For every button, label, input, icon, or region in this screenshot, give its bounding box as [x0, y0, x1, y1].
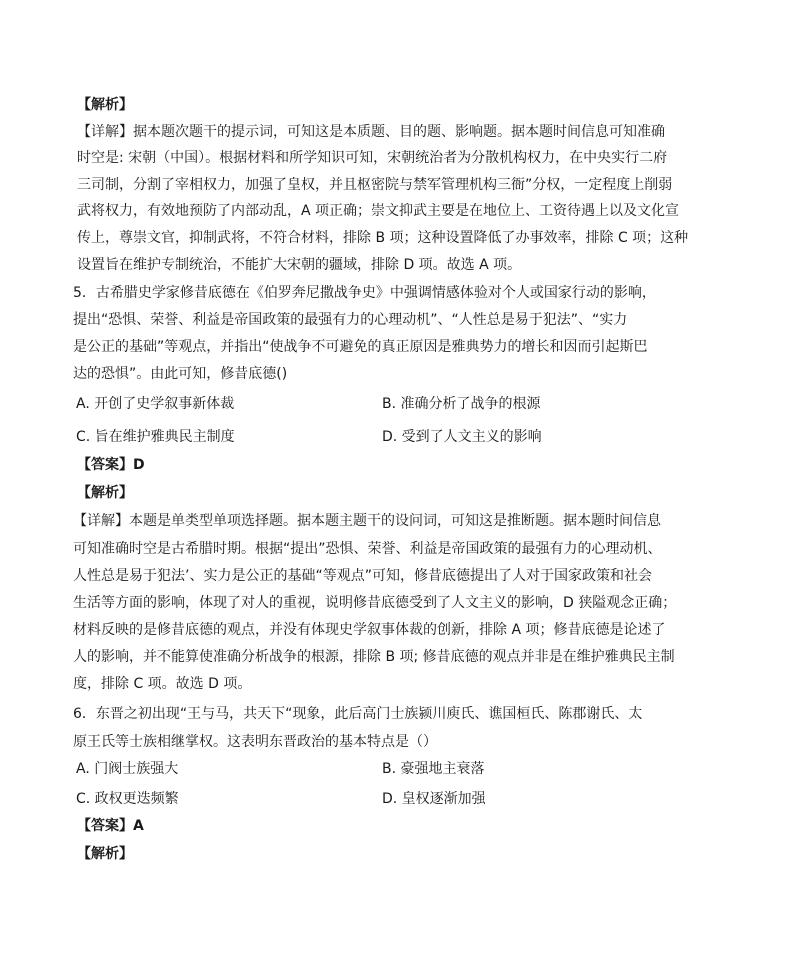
q6-stem-line: 6．东晋之初出现“王与马，共天下“现象，此后高门士族颍川庾氏、谯国桓氏、陈郡谢氏、太	[73, 706, 643, 722]
q5-detail-line: 度，排除 C 项。故选 D 项。	[73, 676, 252, 692]
q5-detail-line: 人性总是易于犯法’、实力是公正的基础“等观点”可知，修昔底德提出了人对于国家政策和社会	[73, 568, 652, 584]
q4-detail-line: 传上，尊崇文官，抑制武将，不符合材料，排除 B 项；这种设置降低了办事效率，排除 C 项；这种	[77, 230, 689, 246]
q6-analysis-label: 【解析】	[77, 846, 133, 862]
q5-stem-line: 达的恐惧”。由此可知，修昔底德()	[73, 366, 288, 382]
q4-detail-line: 【详解】据本题次题干的提示词，可知这是本质题、目的题、影响题。据本题时间信息可知准确	[77, 124, 665, 140]
q5-option-d: D. 受到了人文主义的影响	[382, 429, 542, 445]
q4-analysis-label: 【解析】	[77, 97, 133, 113]
q6-stem-line: 原王氏等士族相继掌权。这表明东晋政治的基本特点是（）	[73, 734, 437, 750]
q5-option-c: C. 旨在维护雅典民主制度	[76, 429, 235, 445]
q5-detail-line: 人的影响，并不能算使准确分析战争的根源，排除 B 项; 修昔底德的观点并非是在维护雅典民主制	[73, 649, 675, 665]
q5-detail-line: 【详解】本题是单类型单项选择题。据本题主题干的设问词，可知这是推断题。据本题时间信息	[73, 513, 661, 529]
q4-detail-line: 武将权力，有效地预防了内部动乱，A 项正确；崇文抑武主要是在地位上、工资待遇上以及文化宣	[77, 203, 680, 219]
q4-detail-line: 三司制，分割了宰相权力，加强了皇权，并且枢密院与禁军管理机构三衙”分权，一定程度上削弱	[77, 177, 673, 193]
q6-option-d: D. 皇权逐渐加强	[382, 791, 486, 807]
q4-detail-line: 设置旨在维护专制统治，不能扩大宋朝的疆域，排除 D 项。故选 A 项。	[77, 257, 522, 273]
q4-detail-line: 时空是: 宋朝（中国）。根据材料和所学知识可知，宋朝统治者为分散机构权力，在中央实行二府	[77, 150, 668, 166]
q5-stem-line: 提出“恐惧、荣誉、利益是帝国政策的最强有力的心理动机”、“人性总是易于犯法”、“实力	[73, 312, 628, 328]
q6-option-a: A. 门阀士族强大	[76, 761, 179, 777]
q5-option-b: B. 准确分析了战争的根源	[382, 396, 541, 412]
q5-detail-line: 材料反映的是修昔底德的观点，并没有体现史学叙事体裁的创新，排除 A 项；修昔底德是论述了	[73, 622, 666, 638]
q6-option-c: C. 政权更迭频繁	[76, 791, 179, 807]
q5-analysis-label: 【解析】	[77, 485, 133, 501]
q5-answer: 【答案】D	[77, 457, 145, 473]
q5-detail-line: 可知准确时空是古希腊时期。根据“提出”恐惧、荣誉、利益是帝国政策的最强有力的心理动机、	[73, 541, 662, 557]
q5-option-a: A. 开创了史学叙事新体裁	[76, 396, 235, 412]
q5-stem-line: 5．古希腊史学家修昔底德在《伯罗奔尼撒战争史》中强调情感体验对个人或国家行动的影响，	[73, 285, 656, 301]
q6-option-b: B. 豪强地主衰落	[382, 761, 485, 777]
q5-stem-line: 是公正的基础”等观点，并指出“使战争不可避免的真正原因是雅典势力的增长和因而引起斯巴	[73, 339, 648, 355]
q5-detail-line: 生活等方面的影响，体现了对人的重视，说明修昔底德受到了人文主义的影响，D 狭隘观念正确；	[73, 595, 677, 611]
q6-answer: 【答案】A	[77, 818, 144, 834]
